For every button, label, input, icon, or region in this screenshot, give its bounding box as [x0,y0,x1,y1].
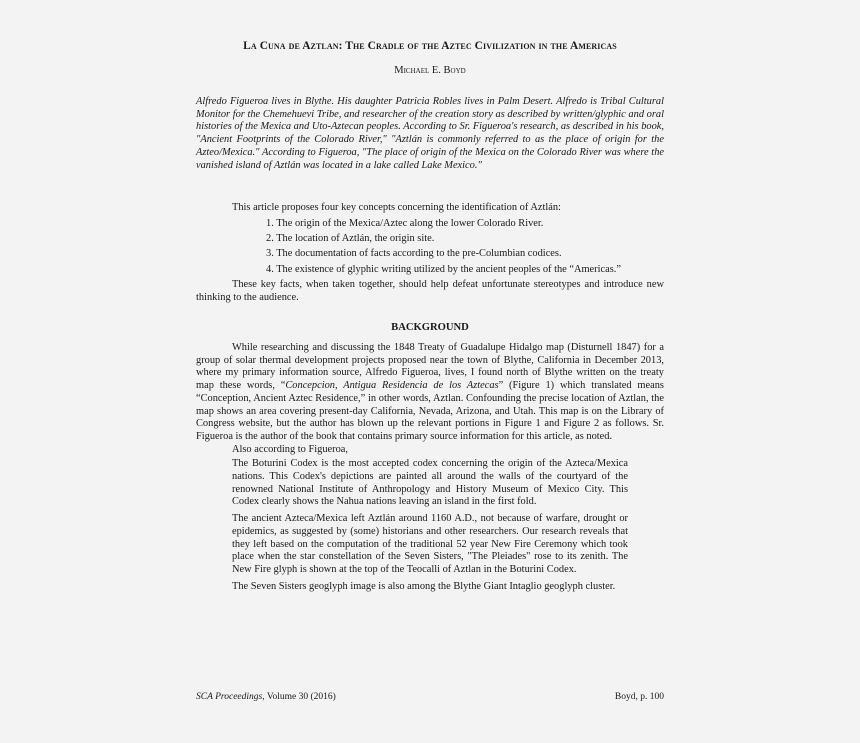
background-paragraph [196,342,664,444]
key-concepts-list [196,218,664,277]
section-heading-background: BACKGROUND [391,322,469,333]
list-item: 4. The existence of glyphic writing utilized by the ancient peoples of the “Americas.” [266,263,621,275]
journal-volume: , Volume 30 (2016) [262,692,336,702]
paper-title: La Cuna de Aztlan: The Cradle of the Aztec Civilization in the Americas [243,40,617,52]
map-inscription: Concepcion, Antigua Residencia de los Aztecas [285,380,499,392]
block-quote: The Boturini Codex is the most accepted codex concerning the origin of the Azteca/Mexica nations. This Codex's depictions are painted all around the walls of the courtyard of the renowned National Institute of Anthropology and History Museum of Mexico City. This Codex clearly shows the Nahua nations leaving an island in the first fold. [232,458,628,508]
background-section [196,342,664,593]
journal-name: SCA Proceedings [196,692,263,702]
list-item: 3. The documentation of facts according to the pre-Columbian codices. [266,248,562,260]
list-item: 2. The location of Aztlán, the origin site. [266,233,435,244]
paragraph-text: While researching and discussing the 1848 Treaty of Guadalupe Hidalgo map (Disturnell 1847) for a group of solar thermal development projects proposed near the town of Blythe, California in December 2013, where my primary information source, Alfredo Figueroa, lives, I found north of Blythe written on the treaty map these words, “ [196,342,664,392]
intro-closing: These key facts, when taken together, should help defeat unfortunate stereotypes and introduce new thinking to the audience. [196,278,664,303]
intro-lead: This article proposes four key concepts concerning the identification of Aztlán: [232,202,561,213]
footer-journal [196,692,336,702]
intro-section [196,202,664,304]
block-quote: The Seven Sisters geoglyph image is also among the Blythe Giant Intaglio geoglyph cluster. [232,580,616,592]
list-item: 1. The origin of the Mexica/Aztec along the lower Colorado River. [266,217,544,229]
quote-lead: Also according to Figueroa, [232,443,349,455]
footer-page-number: Boyd, p. 100 [614,692,664,702]
abstract: Alfredo Figueroa lives in Blythe. His daughter Patricia Robles lives in Palm Desert. Alfredo is Tribal Cultural Monitor for the Chemehuevi Tribe, and researcher of the creation story as described by written/glyphic and oral histories of the Mexica and Uto-Aztecan peoples. According to Sr. Figueroa's research, as described in his book, "Ancient Footprints of the Colorado River," "Aztlán is commonly referred to as the place of origin for the Azteo/Mexica." According to Figueroa, "The place of origin of the Mexica on the Colorado River was where the vanished island of Aztlán was located in a lake called Lake Mexico." [196,96,664,171]
block-quote: The ancient Azteca/Mexica left Aztlán around 1160 A.D., not because of warfare, drought or epidemics, as suggested by (some) historians and other researchers. Our research reveals that they left based on the computation of the traditional 52 year New Fire Ceremony which took place when the star constellation of the Seven Sisters, "The Pleiades" rose to its zenith. The New Fire glyph is shown at the top of the Teocalli of Aztlan in the Boturini Codex. [232,513,628,575]
paper-author: Michael E. Boyd [394,65,466,76]
paragraph-text: ” (Figure 1) which translated means “Conception, Ancient Aztec Residence,” in other words, Aztlan. Confounding the precise location of Aztlan, the map shows an area covering present-day California, Nevada, Arizona, and Utah. This map is on the Library of Congress website, but the author has blown up the relevant portions in Figure 1 and Figure 2 as follows. Sr. Figueroa is the author of the book that contains primary source information for this article, as noted. [196,380,664,442]
